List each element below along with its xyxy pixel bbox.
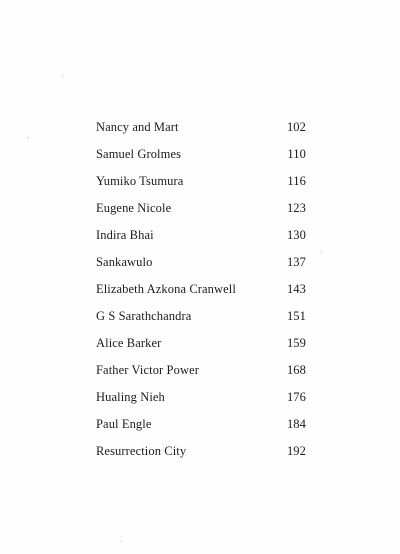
toc-entry	[96, 120, 306, 147]
toc-entry	[96, 390, 306, 417]
paper-speck	[121, 541, 122, 542]
toc-entry-title: Resurrection City	[96, 444, 187, 458]
toc-entry	[96, 255, 306, 282]
toc-entry-title: G S Sarathchandra	[96, 309, 192, 323]
paper-speck	[321, 252, 322, 253]
toc-entry-title: Samuel Grolmes	[96, 147, 182, 161]
toc-entry-page: 192	[286, 444, 306, 458]
toc-entry-page: 130	[286, 228, 306, 242]
toc-entry-title: Eugene Nicole	[96, 201, 172, 215]
toc-entry-page: 123	[286, 201, 306, 215]
toc-entry	[96, 201, 306, 228]
toc-entry-page: 116	[287, 174, 306, 188]
toc-entry-title: Indira Bhai	[96, 228, 154, 242]
toc-entry-page: 151	[286, 309, 306, 323]
toc-entry-page: 176	[286, 390, 306, 404]
toc-entry-page: 137	[286, 255, 306, 269]
paper-speck	[62, 75, 63, 76]
toc-entry-page: 102	[286, 120, 306, 134]
toc-entry	[96, 363, 306, 390]
toc-entry-title: Father Victor Power	[96, 363, 199, 377]
toc-entry-page: 143	[286, 282, 306, 296]
toc-entry-title: Alice Barker	[96, 336, 162, 350]
toc-entry-page: 184	[286, 417, 306, 431]
toc-entry	[96, 282, 306, 309]
table-of-contents	[96, 120, 306, 471]
toc-entry	[96, 309, 306, 336]
toc-entry-title: Sankawulo	[96, 255, 153, 269]
toc-entry-title: Yumiko Tsumura	[96, 174, 184, 188]
toc-entry-page: 110	[287, 147, 306, 161]
paper-speck	[27, 137, 28, 138]
toc-entry-title: Elizabeth Azkona Cranwell	[96, 282, 236, 296]
toc-entry-page: 159	[286, 336, 306, 350]
toc-entry-page: 168	[286, 363, 306, 377]
toc-entry-title: Hualing Nieh	[96, 390, 165, 404]
toc-entry	[96, 417, 306, 444]
toc-entry-title: Paul Engle	[96, 417, 152, 431]
toc-entry	[96, 444, 306, 471]
toc-entry-title: Nancy and Mart	[96, 120, 179, 134]
toc-entry	[96, 228, 306, 255]
toc-entry	[96, 174, 306, 201]
toc-entry	[96, 147, 306, 174]
toc-entry	[96, 336, 306, 363]
